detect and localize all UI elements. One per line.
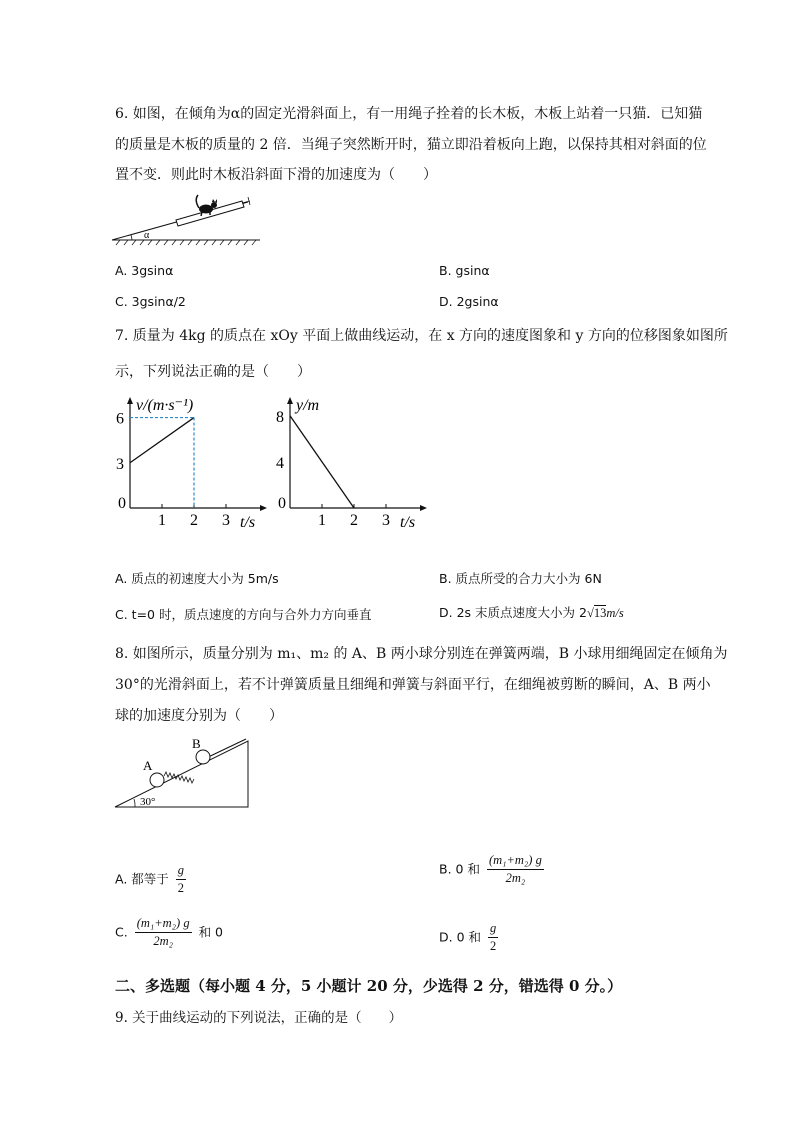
q6-text-line1: 6. 如图，在倾角为α的固定光滑斜面上，有一用绳子拴着的长木板，木板上站着一只猫．已知猫 xyxy=(115,106,703,122)
x-tick-label: 1 xyxy=(318,512,326,529)
q7-option-b[interactable]: B. 质点所受的合力大小为 6N xyxy=(439,571,602,586)
q6-incline-figure xyxy=(110,192,265,250)
y-axis-arrow xyxy=(287,397,293,404)
q8-text-line1: 8. 如图所示，质量分别为 m₁、m₂ 的 A、B 两小球分别连在弹簧两端，B 小球用细绳固定在倾角为 xyxy=(115,646,728,662)
x-tick-label: 2 xyxy=(350,512,358,529)
q8-option-d-prefix: D. 0 和 xyxy=(439,929,481,945)
y-tick-label: 3 xyxy=(116,455,124,473)
label-b: B xyxy=(192,736,201,751)
q8-option-c-suffix: 和 0 xyxy=(198,924,223,940)
q6-text-line3: 置不变．则此时木板沿斜面下滑的加速度为（ ） xyxy=(115,167,437,183)
q7-option-c[interactable]: C. t=0 时，质点速度的方向与合外力方向垂直 xyxy=(115,607,372,622)
x-tick-label: 3 xyxy=(222,512,230,529)
q7-text-line2: 示，下列说法正确的是（ ） xyxy=(115,364,311,380)
ball-a xyxy=(150,773,164,787)
q7-option-a[interactable]: A. 质点的初速度大小为 5m/s xyxy=(115,571,279,586)
y-axis-arrow xyxy=(127,397,133,404)
label-a: A xyxy=(143,758,153,773)
q6-option-d[interactable]: D. 2gsinα xyxy=(439,294,499,309)
q7-option-d-unit: m/s xyxy=(606,606,624,620)
y-tick-label: 6 xyxy=(116,410,124,428)
x-tick-label: 2 xyxy=(190,512,198,529)
q7-option-d-prefix: D. 2s 末质点速度大小为 2 xyxy=(439,605,587,620)
q8-text-line3: 球的加速度分别为（ ） xyxy=(115,708,283,724)
q8-option-c[interactable] xyxy=(115,915,223,950)
fraction-m-sum-g-over-2m2: $\frac{\text{(m₁+m₂) g}}{\text{2m₂}}$ xyxy=(136,916,190,948)
q9-text-line1: 9. 关于曲线运动的下列说法，正确的是（ ） xyxy=(115,1010,403,1026)
x-tick-label: 0 xyxy=(278,495,286,512)
velocity-time-chart xyxy=(110,390,275,535)
sqrt-sign: √ xyxy=(586,606,594,620)
q8-option-b[interactable] xyxy=(439,852,547,887)
x-tick-label: 3 xyxy=(382,512,390,529)
x-axis-label: t/s xyxy=(240,514,256,531)
y-tick-label: 8 xyxy=(276,408,284,426)
q6-text-line2: 的质量是木板的质量的 2 倍．当绳子突然断开时，猫立即沿着板向上跑，以保持其相对斜面的位 xyxy=(115,137,707,153)
q6-option-a[interactable]: A. 3gsinα xyxy=(115,263,174,278)
ground-line xyxy=(112,240,260,245)
x-axis-arrow xyxy=(260,505,267,511)
fraction-m-sum-g-over-2m2: $\frac{\text{(m₁+m₂) g}}{\text{2m₂}}$ xyxy=(488,853,542,885)
data-series-line xyxy=(130,418,194,463)
incline-triangle xyxy=(115,741,248,807)
sqrt-radicand: 13 xyxy=(593,606,607,620)
y-tick-label: 4 xyxy=(276,454,284,472)
q6-option-b[interactable]: B. gsinα xyxy=(439,263,490,278)
q8-incline-springs-figure xyxy=(110,733,255,813)
displacement-time-chart xyxy=(270,390,435,535)
x-axis-label: t/s xyxy=(400,514,416,531)
data-series-line xyxy=(290,416,354,508)
y-axis-label: v/(m·s⁻¹) xyxy=(136,397,194,414)
q8-option-c-prefix: C. xyxy=(115,924,128,940)
x-tick-label: 1 xyxy=(158,512,166,529)
q8-text-line2: 30°的光滑斜面上，若不计弹簧质量且细绳和弹簧与斜面平行，在细绳被剪断的瞬间，A、B 两小 xyxy=(115,677,711,693)
ball-b xyxy=(196,750,210,764)
q7-text-line1: 7. 质量为 4kg 的质点在 xOy 平面上做曲线运动，在 x 方向的速度图象和 y 方向的位移图象如图所 xyxy=(115,328,728,344)
q8-option-a[interactable] xyxy=(115,862,189,897)
y-axis-label: y/m xyxy=(296,397,320,414)
fraction-g-over-2: $\frac{g}{2}$ xyxy=(489,921,497,953)
q6-option-c[interactable]: C. 3gsinα/2 xyxy=(115,294,186,309)
fraction-g-over-2: $\frac{g}{2}$ xyxy=(177,863,185,895)
x-axis-arrow xyxy=(420,505,427,511)
section-multiple-choice-heading: 二、多选题（每小题 4 分，5 小题计 20 分，少选得 2 分，错选得 0 分。） xyxy=(115,977,623,995)
angle-alpha-label: α xyxy=(144,230,150,241)
q8-option-d[interactable] xyxy=(439,920,501,955)
q7-option-d[interactable] xyxy=(439,604,624,622)
angle-30-label: 30° xyxy=(140,796,156,808)
q8-option-a-prefix: A. 都等于 xyxy=(115,871,169,887)
q8-option-b-prefix: B. 0 和 xyxy=(439,861,480,877)
x-tick-label: 0 xyxy=(118,495,126,512)
